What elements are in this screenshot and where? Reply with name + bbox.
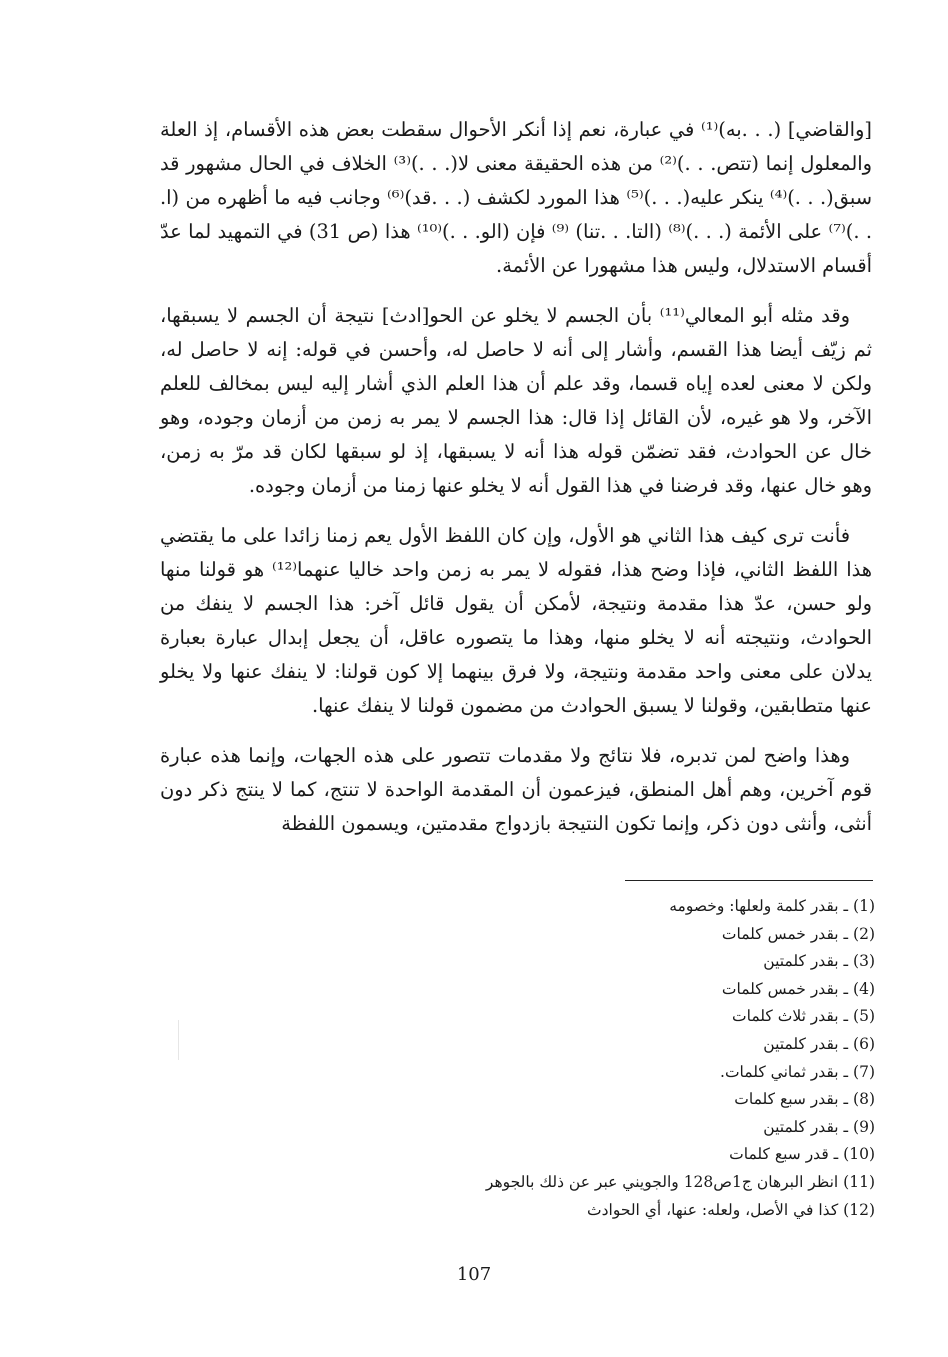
- footnote-item: [360, 1086, 875, 1114]
- footnote-item: [360, 921, 875, 949]
- footnote-item: [360, 948, 875, 976]
- footnote-number: (4): [853, 979, 875, 998]
- footnote-text: ـ بقدر سبع كلمات: [734, 1090, 849, 1109]
- margin-scan-mark: [178, 1020, 179, 1060]
- footnote-text: ـ بقدر كلمة ولعلها: وخصومه: [669, 897, 849, 915]
- footnote-text: ـ بقدر كلمتين: [763, 1034, 849, 1053]
- footnote-item: [360, 976, 875, 1004]
- footnote-number: (7): [853, 1062, 875, 1081]
- paragraph-1: [والقاضي] (. . .به)⁽¹⁾ في عبارة، نعم إذا أنكر الأحوال سقطت بعض هذه الأقسام، إذ العلة والمعلول إنما (تتص. . .)⁽²⁾ من هذه الحقيقة معنى لا(. . .)⁽³⁾ الخلاف في الحال مشهور قد سبق(. . .)⁽⁴⁾ ينكر عليه(. . .)⁽⁵⁾ هذا المورد لكشف (. . .قد)⁽⁶⁾ وجانب فيه ما أظهره من (ا. . .)⁽⁷⁾ على الأئمة (. . .)⁽⁸⁾ (التا. . .تنا) ⁽⁹⁾ فإن (الو. . .)⁽¹⁰⁾ هذا (ص 31) في التمهيد لما عدّ أقسام الاستدلال، وليس هذا مشهورا عن الأئمة.: [160, 118, 872, 277]
- footnote-item: [360, 1141, 875, 1169]
- paragraph-4: وهذا واضح لمن تدبره، فلا نتائج ولا مقدمات تتصور على هذه الجهات، وإنما هذه عبارة قوم آخرين، وهم أهل المنطق، فيزعمون أن المقدمة الواحدة لا تنتج، كما لا ينتج ذكر دون أنثى، وأنثى دون ذكر، وإنما تكون النتيجة بازدواج مقدمتين، ويسمون اللفظة: [160, 744, 872, 835]
- footnote-text: كذا في الأصل، ولعله: عنها، أي الحوادث: [587, 1200, 839, 1219]
- footnote-item: [360, 1169, 875, 1197]
- page-number: 107: [456, 1264, 492, 1285]
- footnote-item: [360, 1059, 875, 1087]
- footnote-number: (1): [853, 897, 875, 915]
- footnote-text: ـ بقدر ثماني كلمات.: [720, 1062, 849, 1081]
- footnote-item: [360, 1197, 875, 1225]
- footnote-number: (2): [853, 924, 875, 943]
- footnote-text: ـ قدر سبع كلمات: [729, 1145, 839, 1164]
- footnote-number: (12): [843, 1200, 875, 1219]
- footnote-item: [360, 1031, 875, 1059]
- footnote-text: ـ بقدر ثلاث كلمات: [732, 1007, 849, 1026]
- footnote-number: (6): [853, 1034, 875, 1053]
- footnote-item: [360, 1003, 875, 1031]
- footnote-text: ـ بقدر كلمتين: [763, 1117, 849, 1136]
- footnote-text: ـ بقدر خمس كلمات: [721, 924, 849, 943]
- footnote-item: [360, 1114, 875, 1142]
- footnote-number: (11): [843, 1172, 875, 1191]
- footnote-text: ـ بقدر كلمتين: [763, 952, 849, 971]
- paragraph-3: فأنت ترى كيف هذا الثاني هو الأول، وإن كان اللفظ الأول يعم زمنا زائدا على ما يقتضي هذا اللفظ الثاني، فإذا وضح هذا، فقوله لا يمر به زمن واحد خاليا عنهما⁽¹²⁾ هو قولنا منها ولو حسن، عدّ هذا مقدمة ونتيجة، لأمكن أن يقول قائل آخر: هذا الجسم لا ينفك من الحوادث، ونتيجته أنه لا يخلو منها، وهذا ما يتصوره عاقل، أن يجعل إبدال عبارة بعبارة يدلان على معنى واحد مقدمة ونتيجة، ولا فرق بينهما إلا كون قولنا: لا ينفك عنها ولا يخلو عنها متطابقين، وقولنا لا يسبق الحوادث من مضمون قولنا لا ينفك عنها.: [160, 524, 872, 717]
- footnotes-list: [360, 893, 875, 1224]
- footnote-divider: [625, 880, 873, 881]
- footnote-number: (3): [853, 952, 875, 971]
- footnote-number: (8): [853, 1090, 875, 1109]
- footnote-text: ـ بقدر خمس كلمات: [721, 979, 849, 998]
- footnote-number: (9): [853, 1117, 875, 1136]
- footnote-text: انظر البرهان ج1ص128 والجويني عبر عن ذلك بالجوهر: [485, 1172, 839, 1191]
- footnote-number: (10): [843, 1145, 875, 1164]
- footnote-number: (5): [853, 1007, 875, 1026]
- footnote-item: [360, 893, 875, 921]
- main-text: [160, 113, 872, 841]
- paragraph-2: وقد مثله أبو المعالي⁽¹¹⁾ بأن الجسم لا يخلو عن الحو[ادث] نتيجة أن الجسم لا يسبقها، ثم زيّف أيضا هذا القسم، وأشار إلى أنه لا حاصل له، وأحسن في قوله: إنه لا حاصل له، ولكن لا معنى لعده إياه قسما، وقد علم أن هذا العلم الذي أشار إليه ليس بمخالف للعلم الآخر، ولا هو غيره، لأن القائل إذا قال: هذا الجسم لا يمر به زمن من أزمان وجوده، وهو خال عن الحوادث، فقد تضمّن قوله هذا أنه لا يسبقها، إذ لو سبقها لكان قد مرّ به زمن، وهو خال عنها، وقد فرضنا في هذا القول أنه لا يخلو عنها زمنا من أزمان وجوده.: [160, 304, 872, 497]
